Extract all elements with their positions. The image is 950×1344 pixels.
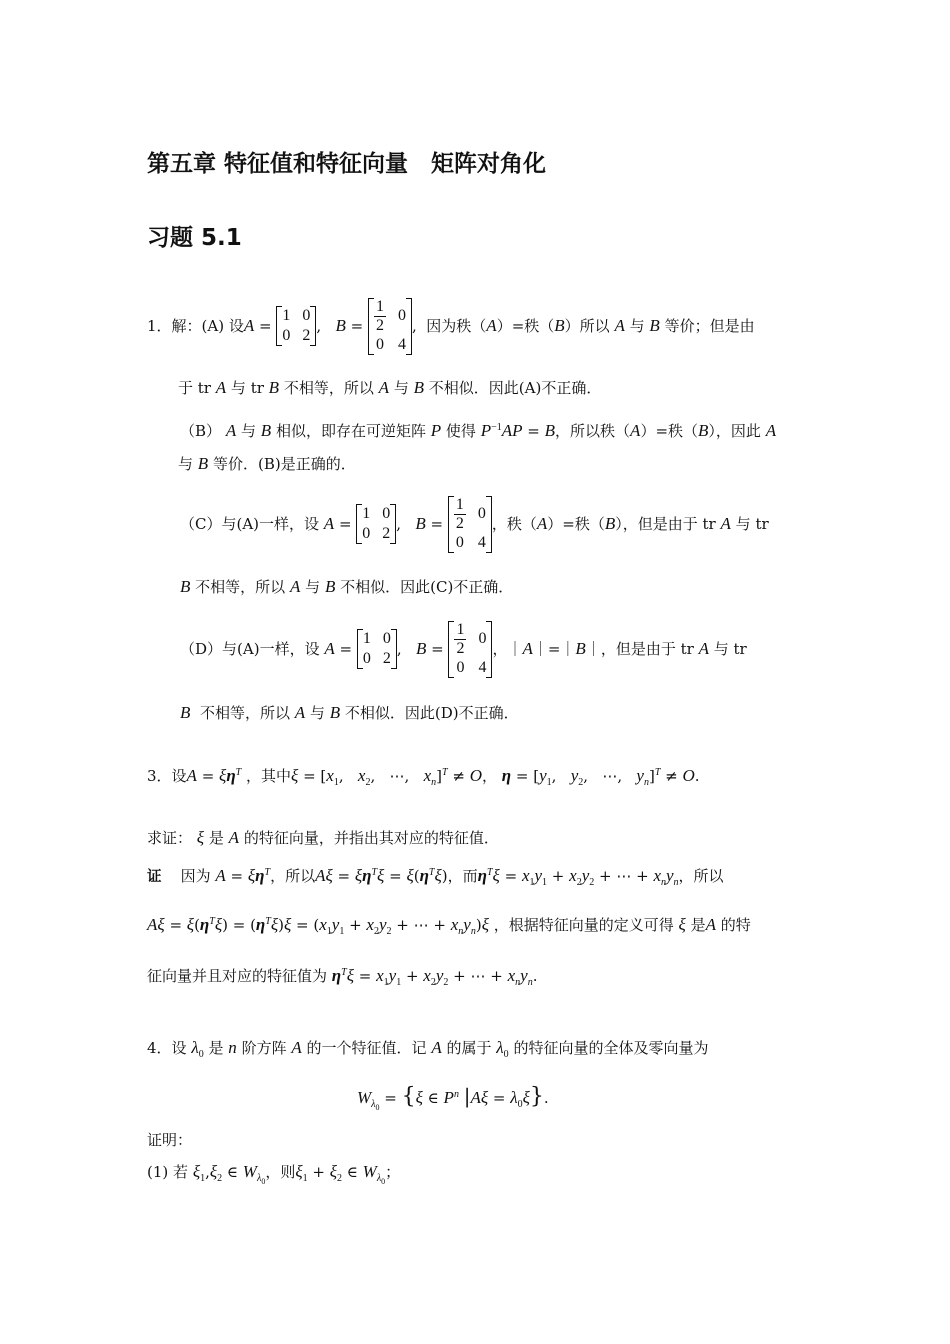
problem-3-statement: 3．设$A = \xi\eta^T$ ，其中$\xi = [x_1$, $x_2$, ⋯, $x_n]^T \ne O$， $\eta = [y_1$, $y_2$, ⋯, $y_n]^T \ne O$. xyxy=(147,766,700,788)
problem-3-proof-line-1: 证 因为 $A = \xi\eta^T$，所以$A\xi = \xi\eta^T\xi = \xi(\eta^T\xi)$，而$\eta^T\xi = x_1y_1 + x_2y_2$ + ⋯ + $x_ny_n$，所以 xyxy=(147,866,724,888)
matrix-b: $\frac{1}{2}$ 0 0 4 xyxy=(368,298,412,355)
section-title: 习题 5.1 xyxy=(147,225,242,251)
chapter-title: 第五章 特征值和特征向量 矩阵对角化 xyxy=(147,151,547,177)
problem-1-d-line-1: （D）与(A)一样，设 A = 1 0 0 2 , B = $\frac{1}{2}$ 0 0 4 ，｜ A ｜=｜ B ｜，但是由于 tr A 与 tr xyxy=(180,620,747,676)
problem-4-proof-label: 证明： xyxy=(147,1131,193,1149)
problem-3-requirement: 求证： ξ 是 A 的特征向量，并指出其对应的特征值． xyxy=(147,828,499,847)
problem-1-line-2: 于 tr A 与 tr B 不相等，所以 A 与 B 不相似．因此(A)不正确． xyxy=(178,378,602,397)
problem-4-statement: 4．设 $\lambda_0$ 是 n 阶方阵 A 的一个特征值．记 A 的属于 $\lambda_0$ 的特征向量的全体及零向量为 xyxy=(147,1038,709,1060)
problem-3-proof-line-2: $A\xi = \xi(\eta^T\xi) = (\eta^T\xi)\xi = (x_1y_1 + x_2y_2$ + ⋯ + $x_ny_n)\xi$ ，根据特征向量的定义可得 ξ 是A 的特 xyxy=(147,915,751,937)
problem-4-set-definition: $W_{\lambda_0} = \{\xi$ ∈ $P^n$ $|A\xi = \lambda_0\xi$}. xyxy=(357,1084,549,1112)
problem-1-c-line-1: （C）与(A)一样，设 A = 1 0 0 2 , B = $\frac{1}{2}$ 0 0 4 ，秩（ A ）=秩（ B ），但是由于 tr A 与 tr xyxy=(180,495,769,551)
problem-1-d-line-2: B 不相等，所以 A 与 B 不相似．因此(D)不正确． xyxy=(180,703,519,722)
problem-1-b-line-1: （B） A 与 B 相似，即存在可逆矩阵 P 使得 $P^{-1}AP = B$，所以秩（A）=秩（B），因此 A xyxy=(180,421,777,440)
problem-1-c-line-2: B 不相等，所以 A 与 B 不相似．因此(C)不正确． xyxy=(180,577,514,596)
problem-4-item-1: (1) 若 $\xi_1,\xi_2$ ∈ $W_{\lambda_0}$，则$\xi_1 + \xi_2$ ∈ $W_{\lambda_0}$； xyxy=(147,1162,401,1186)
problem-1-line-1: 1．解：(A) 设 A = 1 0 0 2 , B = $\frac{1}{2}$ 0 0 4 , 因为秩（ A ）=秩（ B ）所以 A 与 B 等价；但是由 xyxy=(147,297,755,353)
problem-3-proof-line-3: 征向量并且对应的特征值为 $\eta^T\xi = x_1y_1 + x_2y_2$ + ⋯ + $x_ny_n$. xyxy=(147,966,538,988)
matrix-a: 1 0 0 2 xyxy=(276,306,316,346)
problem-1-b-line-2: 与 B 等价．(B)是正确的． xyxy=(178,454,356,473)
